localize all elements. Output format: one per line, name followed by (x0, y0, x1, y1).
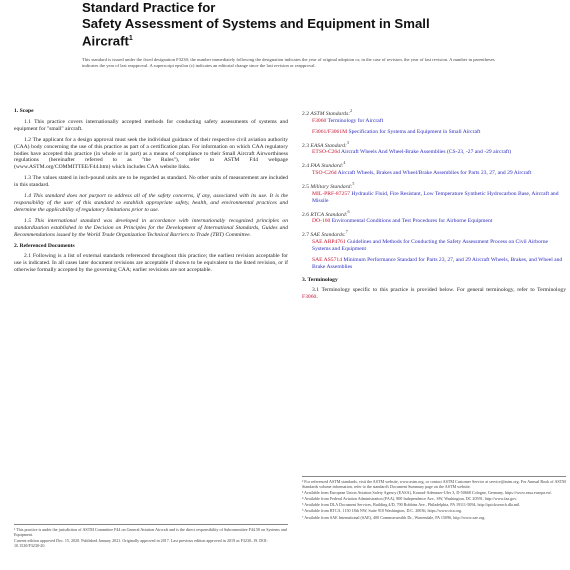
reference-item[interactable] (312, 257, 566, 271)
reference-item[interactable] (312, 118, 566, 125)
paragraph-2-1: 2.1 Following is a list of external standards referenced throughout this practice; the earliest revision acceptable for use is indicated. In all cases later document revisions are acceptable if shown to be equivalent to the listed revision, or if otherwise formally accepted by the governing CAA; earlier revisions are not acceptable. (14, 253, 288, 274)
footnote-mark: 4 (343, 160, 346, 166)
paragraph-3-1-text: 3.1 Terminology specific to this practice is provided below. For general terminology, refer to Terminology (312, 287, 566, 294)
reference-title: Aircraft Wheels And Wheel-Brake Assemblies (CS-23, -27 and -29 aircraft) (339, 149, 512, 156)
referenced-documents-heading: 2. Referenced Documents (14, 242, 75, 249)
footnote-5: ⁵ Available from DLA Document Services, Building 4/D, 700 Robbins Ave., Philadelphia, PA 19111-5094, http://quicksearch.dla.mil. (302, 502, 521, 508)
paragraph-1-5: 1.5 This international standard was developed in accordance with internationally recognized principles on standardization established in the Decision on Principles for the Development of International Standards, Guides and Recommendations issued by the World Trade Organization Technical Barriers to Trade (TBT) Committee. (14, 217, 288, 238)
footnote-mark: 5 (352, 180, 355, 186)
reference-code[interactable]: SAE ARP4761 (312, 238, 346, 245)
section-number: 2.6 (302, 211, 309, 218)
title-line-3 (82, 31, 522, 49)
reference-code[interactable]: DO-160 (312, 218, 331, 225)
section-2-4 (302, 160, 566, 170)
paragraph-1-2: 1.2 The applicant for a design approval must seek the individual guidance of their respective civil aviation authority (CAA) body concerning the use of this practice as part of a certification plan. For information on which CAA regulatory bodies have accepted this practice (in whole or in part) as a means of compliance to their Small Aircraft Airworthiness regulations (hereinafter referred to as "the Rules"), refer to ASTM F44 webpage (www.ASTM.org/COMMITTEE/F44.htm) which includes CAA website links. (14, 136, 288, 171)
designation-notice: This standard is issued under the fixed designation F3230; the number immediately following the designation indicates the year of original adoption or, in the case of revision, the year of last revision. A number in parentheses indicates the year of last reapproval. A superscript epsilon (ε) indicates an editorial change since the last revision or reapproval. (82, 57, 495, 68)
section-number: 2.3 (302, 142, 309, 149)
reference-title: Specification for Systems and Equipment in Small Aircraft (347, 128, 481, 135)
footnote-3: ³ Available from European Union Aviation Safety Agency (EASA), Konrad-Adenauer-Ufer 3, D-50668 Cologne, Germany, https://www.easa.europa.eu/. (302, 490, 553, 496)
footnote-2: ² For referenced ASTM standards, visit the ASTM website, www.astm.org, or contact ASTM Customer Service at service@astm.org. For Annual Book of ASTM Standards volume information, refer to the standard's Document Summary page on the ASTM website. (302, 479, 566, 490)
section-label: SAE Standards: (310, 232, 346, 239)
section-number: 2.2 (302, 110, 309, 117)
footnote-6: ⁶ Available from RTCA, 1150 18th NW, Suite 910 Washington, D.C. 20036, https://www.rtca.org. (302, 508, 463, 514)
section-2-5 (302, 181, 566, 191)
section-label: Military Standard: (310, 183, 353, 190)
section-2-2 (302, 108, 566, 118)
reference-code[interactable]: F3060 (312, 117, 327, 124)
footnote-4: ⁴ Available from Federal Aviation Administration (FAA), 800 Independence Ave., SW, Washington, DC 20591, http://www.faa.gov. (302, 496, 518, 502)
scope-heading: 1. Scope (14, 108, 34, 114)
section-label: FAA Standard: (310, 163, 344, 170)
footnote-mark: 3 (346, 139, 349, 145)
paragraph-1-3: 1.3 The values stated in inch-pound units are to be regarded as standard. No other units of measurement are included in this standard. (14, 175, 288, 189)
reference-title: Guidelines and Methods for Conducting the Safety Assessment Process on Civil Airborne Systems and Equipment (312, 238, 549, 252)
left-footnotes (14, 524, 288, 549)
footnote-mark: 6 (347, 208, 350, 214)
reference-item[interactable] (312, 239, 566, 253)
footnote-1: ¹ This practice is under the jurisdiction of ASTM Committee F44 on General Aviation Aircraft and is the direct responsibility of Subcommittee F44.50 on Systems and Equipment. (14, 527, 287, 538)
footnote-7: ⁷ Available from SAE International (SAE), 400 Commonwealth Dr., Warrendale, PA 15096, http://www.sae.org. (302, 514, 486, 520)
left-column (14, 108, 288, 278)
reference-title: Environmental Conditions and Test Procedures for Airborne Equipment (330, 218, 493, 225)
reference-title: Terminology for Aircraft (326, 117, 384, 124)
footnote-edition: Current edition approved Dec. 15, 2020. Published January 2021. Originally approved in 2017. Last previous edition approved in 2019 as F3230–19. DOI: 10.1520/F3230-20. (14, 538, 268, 549)
section-number: 2.7 (302, 232, 309, 239)
footnote-mark: 7 (345, 229, 348, 235)
reference-code[interactable]: F3061/F3061M (312, 128, 348, 135)
reference-item[interactable] (312, 218, 566, 225)
terminology-heading: 3. Terminology (302, 276, 338, 283)
title-line-1: Standard Practice for (82, 0, 216, 15)
reference-code[interactable]: TSO-C26d (312, 170, 337, 177)
right-column (302, 108, 566, 305)
reference-item[interactable] (312, 191, 566, 205)
section-label: EASA Standard: (310, 142, 347, 149)
title-footnote-mark: 1 (128, 35, 133, 42)
title-line-2: Safety Assessment of Systems and Equipment in Small (82, 15, 430, 31)
reference-code[interactable]: ETSO-C26d (312, 149, 340, 156)
paragraph-1-1: 1.1 This practice covers internationally accepted methods for conducting safety assessments of systems and equipment for "small" aircraft. (14, 118, 288, 132)
reference-code[interactable]: SAE AS5714 (312, 256, 342, 263)
title-line-3-text: Aircraft (82, 33, 129, 49)
footnote-mark: 2 (350, 108, 353, 113)
reference-title: Hydraulic Fluid, Fire Resistant, Low Temperature Synthetic Hydrocarbon Base, Aircraft and Missile (312, 190, 559, 204)
document-title (82, 0, 522, 49)
paragraph-3-1-end: . (316, 294, 318, 301)
section-2-3 (302, 140, 566, 150)
reference-title: Minimum Performance Standard for Parts 23, 27, and 29 Aircraft Wheels, Brakes, and Wheel and Brake Assemblies (312, 256, 563, 270)
section-2-6 (302, 209, 566, 219)
reference-title: Aircraft Wheels, Brakes and Wheel/Brake Assemblies for Parts 23, 27, and 29 Aircraft (336, 170, 532, 177)
reference-code[interactable]: MIL-PRF-87257 (312, 190, 350, 197)
section-label: RTCA Standard: (310, 211, 348, 218)
section-number: 2.4 (302, 163, 309, 170)
terminology-link[interactable]: F3060 (302, 294, 317, 301)
right-footnotes (302, 476, 566, 521)
paragraph-1-4: 1.4 This standard does not purport to address all of the safety concerns, if any, associated with its use. It is the responsibility of the user of this standard to establish appropriate safety, health, and environmental practices and determine the applicability of regulatory limitations prior to use. (14, 193, 288, 213)
paragraph-3-1 (302, 287, 566, 301)
reference-item[interactable] (312, 149, 566, 156)
reference-item[interactable] (312, 170, 566, 177)
reference-item[interactable] (312, 129, 566, 136)
section-label: ASTM Standards: (310, 110, 351, 117)
section-2-7 (302, 229, 566, 239)
section-number: 2.5 (302, 183, 309, 190)
